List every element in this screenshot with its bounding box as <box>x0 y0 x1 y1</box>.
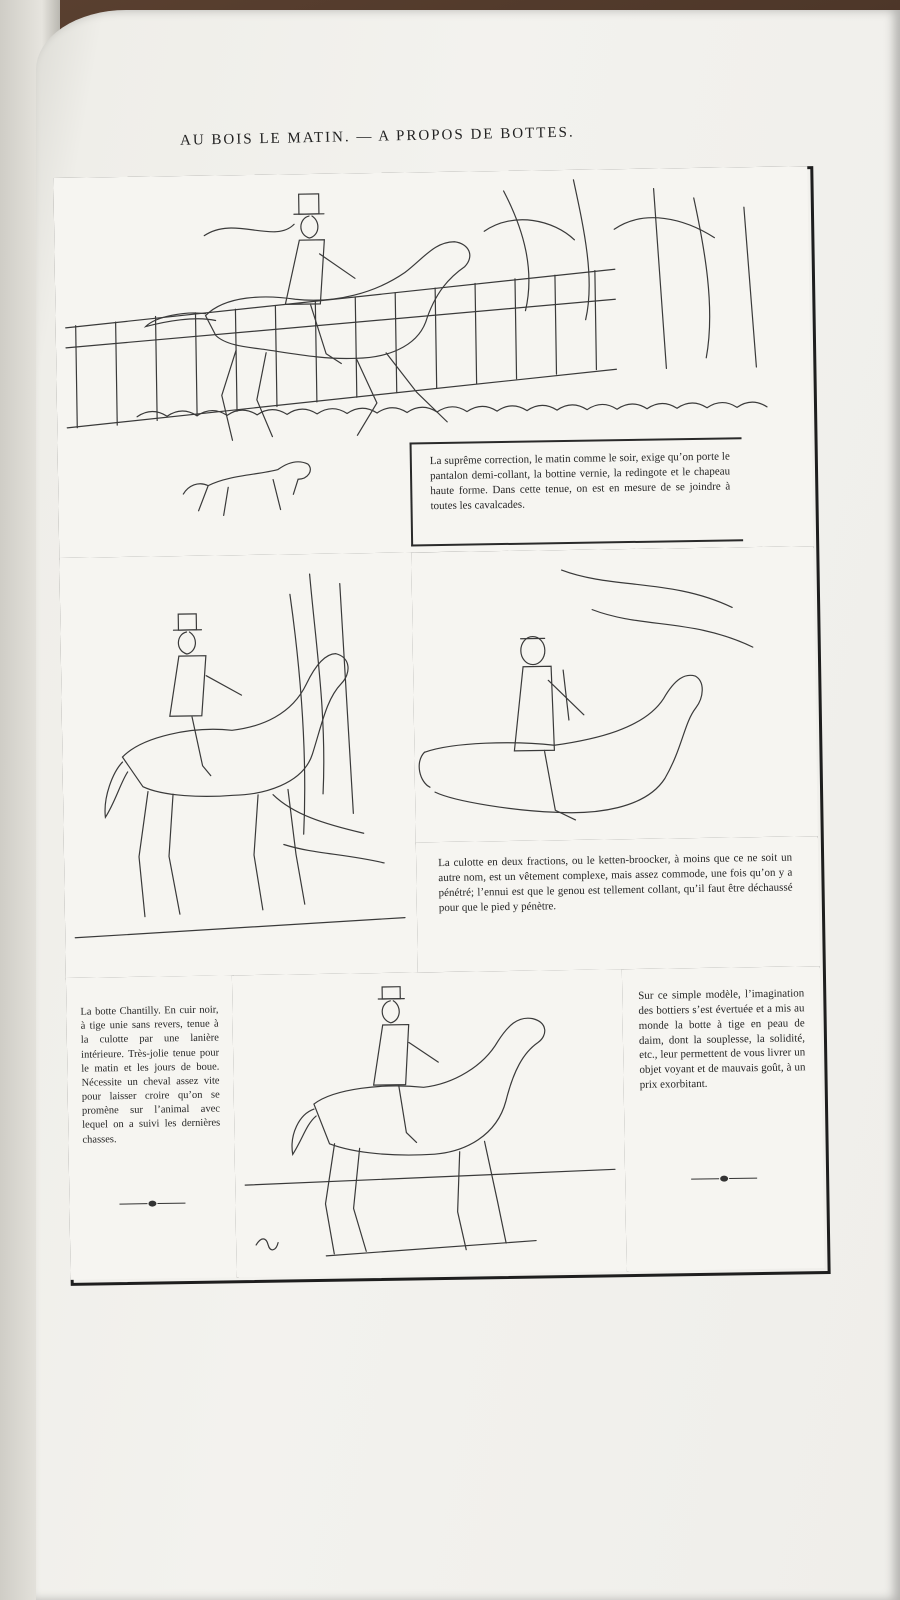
panel-middle-left <box>59 552 420 980</box>
illustration-plate <box>53 166 830 1286</box>
page-title: AU BOIS LE MATIN. — A PROPOS DE BOTTES. <box>179 124 575 149</box>
caption-box-bottom-right <box>622 966 825 1271</box>
horse-drawing-icon <box>411 546 818 842</box>
caption-bottom-left-text: La botte Chantilly. En cuir noir, à tige unie sans revers, tenue à la culotte par une lanière intérieure. Très-jolie tenue pour le matin et les jours de boue. Nécessite un cheval assez vite pour laisser croire qu’on se promène sur l’animal avec lequel on a suivi les dernières chasses. <box>80 1004 221 1146</box>
caption-box-bottom-left <box>66 975 239 1280</box>
caption-box-top <box>410 437 744 546</box>
horse-drawing-icon <box>59 552 418 977</box>
caption-box-middle <box>416 836 820 974</box>
caption-middle-text: La culotte en deux fractions, ou le ketten-broocker, à moins que ce ne soit un autre nom, est un vêtement complexe, mais assez commode, une fois qu’on y a pénétré; l’ennui est que le genou est tellement collant, qu’il faut être déchaussé pour que le pied y pénètre. <box>438 851 793 914</box>
dog-drawing-icon <box>183 462 311 516</box>
caption-top-text: La suprême correction, le matin comme le soir, exige qu’on porte le pantalon demi-collant, la bottine vernie, la redingote et le chapeau haute forme. Dans cette tenue, on est en mesure de se joindre à toutes les cavalcades. <box>429 450 731 512</box>
panel-middle-right <box>411 546 818 844</box>
caption-bottom-right-text: Sur ce simple modèle, l’imagination des bottiers s’est évertuée et a mis au monde la botte à tige en peau de daim, dont la souplesse, la solidité, etc., leur permettent de vous livrer un objet voyant et de mauvais goût, à un prix exorbitant. <box>638 987 806 1092</box>
panel-bottom-center <box>232 969 629 1277</box>
horse-drawing-icon <box>232 969 627 1277</box>
ornament-flourish-icon <box>117 1198 187 1209</box>
ornament-flourish-icon <box>689 1173 759 1184</box>
